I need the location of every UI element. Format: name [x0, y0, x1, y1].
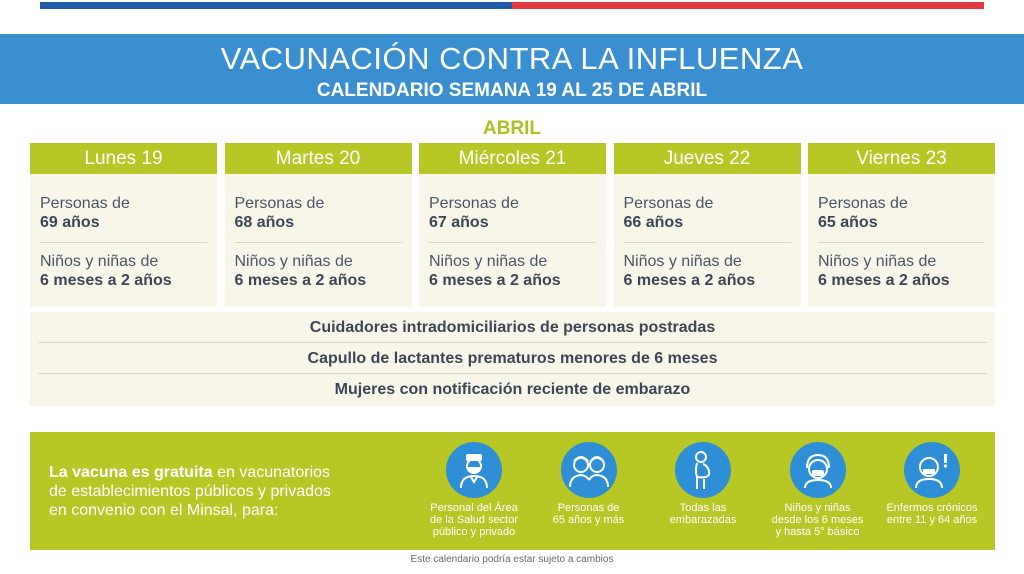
- day-body: [614, 174, 801, 307]
- icon-caption-line: 65 años y más: [552, 514, 625, 526]
- flag-red-stripe: [512, 2, 984, 9]
- day-column: [614, 143, 801, 307]
- icon-item: [876, 442, 988, 538]
- icon-caption-line: Enfermos crónicos: [886, 502, 978, 514]
- chronic-patient-icon: [904, 442, 960, 498]
- footer-text: [49, 463, 409, 520]
- group2-value: 6 meses a 2 años: [234, 272, 367, 289]
- icon-caption-line: desde los 6 meses: [771, 514, 864, 526]
- group1-label: Personas de: [623, 195, 714, 212]
- day-header: Miércoles 21: [419, 143, 606, 174]
- group1-label: Personas de: [234, 195, 325, 212]
- special-groups-panel: [30, 312, 995, 406]
- group2-label: Niños y niñas de: [234, 253, 353, 270]
- icon-item: [418, 442, 530, 538]
- footer-bold-text: La vacuna es gratuita: [49, 464, 213, 481]
- day-body: [30, 174, 217, 307]
- icon-caption-line: entre 11 y 64 años: [886, 514, 978, 526]
- elderly-couple-icon: [561, 442, 617, 498]
- group2-value: 6 meses a 2 años: [623, 272, 756, 289]
- icon-caption-line: público y privado: [432, 526, 516, 538]
- day-header: Jueves 22: [614, 143, 801, 174]
- group-row: Mujeres con notificación reciente de embarazo: [334, 381, 691, 398]
- group1-label: Personas de: [40, 195, 130, 212]
- child-icon: [790, 442, 846, 498]
- icon-caption-line: Niños y niñas: [784, 502, 851, 514]
- group-row: Cuidadores intradomiciliarios de personas postradas: [38, 312, 987, 343]
- page-title: VACUNACIÓN CONTRA LA INFLUENZA: [220, 41, 804, 76]
- group1-value: 69 años: [40, 214, 100, 231]
- group1-label: Personas de: [818, 195, 908, 212]
- day-body: [419, 174, 606, 307]
- divider: [818, 242, 985, 243]
- day-column: [808, 143, 995, 307]
- group-row: Capullo de lactantes prematuros menores de 6 meses: [38, 343, 987, 374]
- divider: [429, 242, 596, 243]
- day-column: [225, 143, 412, 307]
- header-banner: [0, 34, 1024, 104]
- icon-caption-line: Personas de: [557, 502, 620, 514]
- icon-caption-line: Todas las: [679, 502, 727, 514]
- group2-label: Niños y niñas de: [623, 253, 742, 270]
- icon-caption-line: embarazadas: [669, 514, 737, 526]
- group2-label: Niños y niñas de: [40, 253, 159, 270]
- day-header: Lunes 19: [30, 143, 217, 174]
- page-subtitle: CALENDARIO SEMANA 19 AL 25 DE ABRIL: [316, 80, 708, 101]
- group1-value: 65 años: [818, 214, 878, 231]
- icon-caption-line: Personal del Área: [430, 502, 518, 514]
- group2-value: 6 meses a 2 años: [429, 272, 561, 289]
- footer-text-rest: en vacunatorios: [212, 464, 331, 481]
- group1-label: Personas de: [429, 195, 519, 212]
- group2-value: 6 meses a 2 años: [818, 272, 950, 289]
- icon-item: [762, 442, 874, 538]
- group2-value: 6 meses a 2 años: [40, 272, 172, 289]
- days-calendar: [30, 143, 995, 307]
- icon-item: [647, 442, 759, 538]
- disclaimer-text: Este calendario podría estar sujeto a cambios: [410, 554, 614, 565]
- day-header: Viernes 23: [808, 143, 995, 174]
- flag-bar: [40, 2, 984, 9]
- group1-value: 67 años: [429, 214, 489, 231]
- icon-item: [533, 442, 645, 538]
- footer-line2: de establecimientos públicos y privados: [49, 483, 331, 500]
- flag-blue-stripe: [40, 2, 512, 9]
- pregnant-woman-icon: [675, 442, 731, 498]
- target-groups-icons: [418, 442, 988, 538]
- day-header: Martes 20: [225, 143, 412, 174]
- divider: [235, 242, 402, 243]
- icon-caption-line: de la Salud sector: [429, 514, 519, 526]
- divider: [624, 242, 791, 243]
- group2-label: Niños y niñas de: [429, 253, 548, 270]
- group1-value: 66 años: [623, 214, 684, 231]
- health-worker-icon: [446, 442, 502, 498]
- group1-value: 68 años: [234, 214, 295, 231]
- footer-line3: en convenio con el Minsal, para:: [49, 502, 279, 519]
- icon-caption-line: y hasta 5° básico: [775, 526, 860, 538]
- day-column: [419, 143, 606, 307]
- month-label: ABRIL: [482, 118, 542, 139]
- footer-panel: [30, 432, 995, 550]
- divider: [40, 242, 207, 243]
- group2-label: Niños y niñas de: [818, 253, 937, 270]
- day-body: [808, 174, 995, 307]
- day-body: [225, 174, 412, 307]
- day-column: [30, 143, 217, 307]
